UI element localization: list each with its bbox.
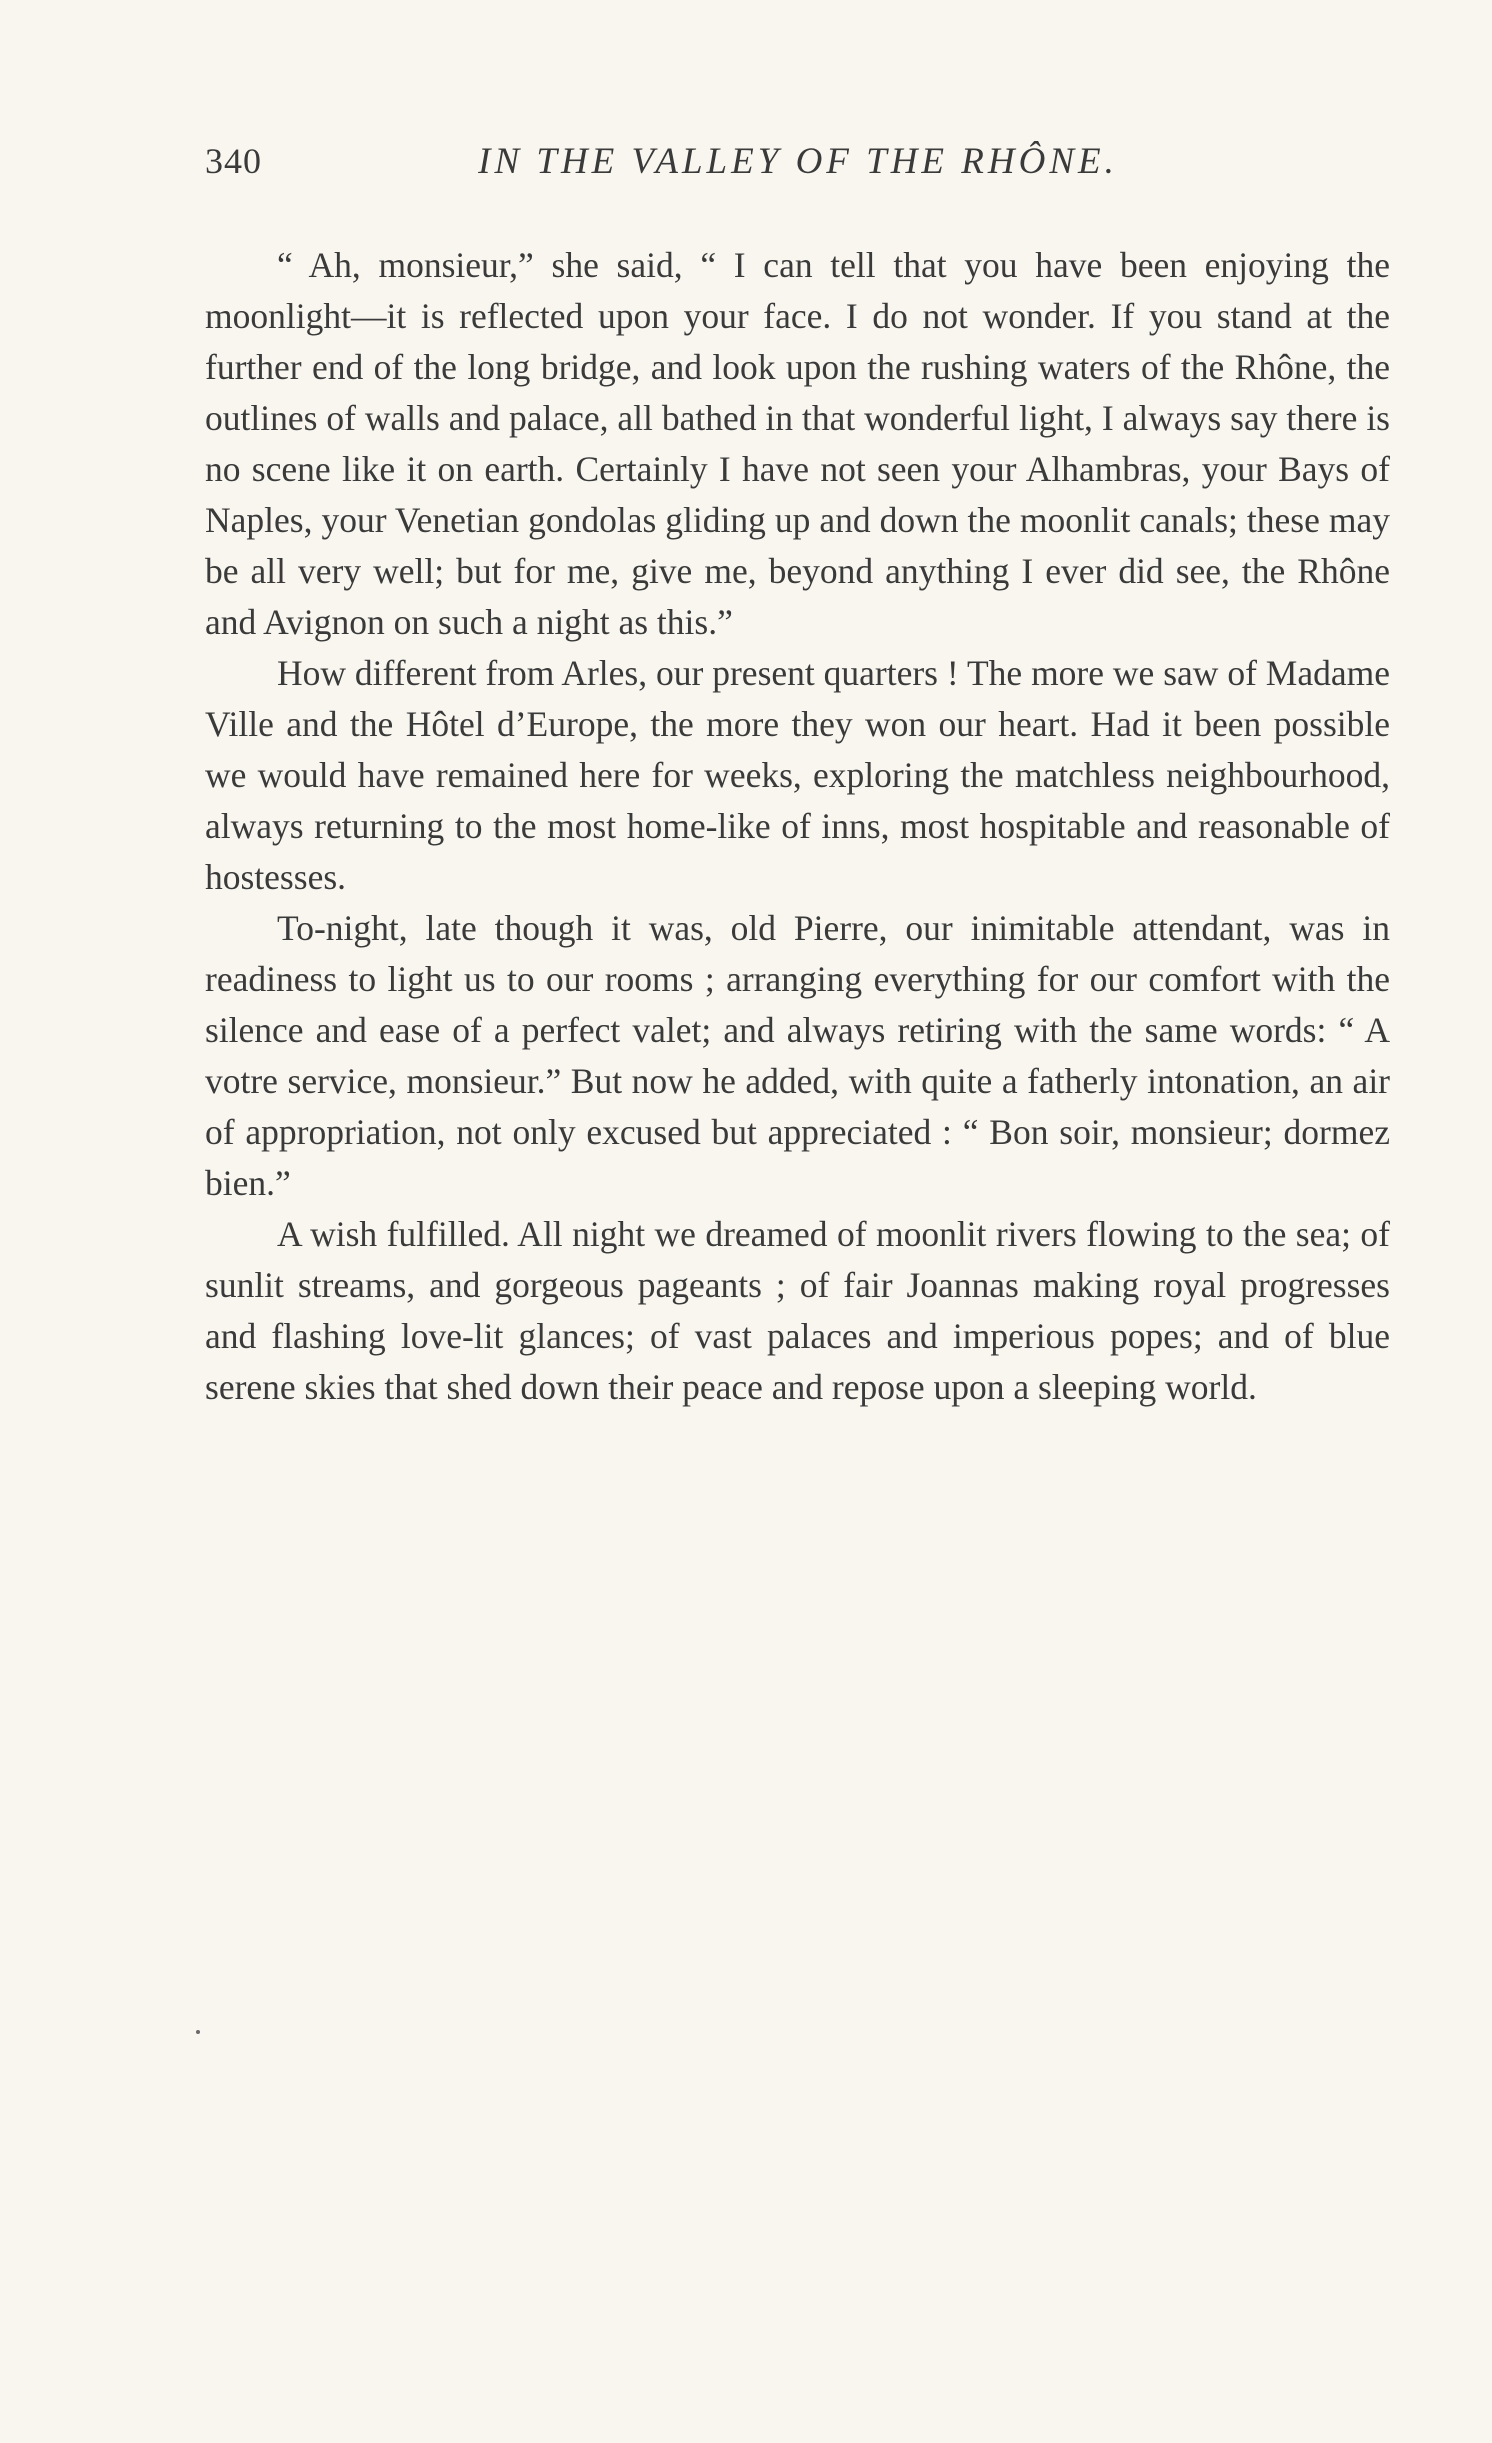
paragraph: “ Ah, monsieur,” she said, “ I can tell that you have been enjoying the moonlight—it is reflected upon your face. I do not wonder. If you stand at the further end of the long bridge, and look upon the rushing waters of the Rhône, the outlines of walls and palace, all bathed in that wonderful light, I always say there is no scene like it on earth. Certainly I have not seen your Alhambras, your Bays of Naples, your Venetian gondolas gliding up and down the moonlit canals; these may be all very well; but for me, give me, beyond anything I ever did see, the Rhône and Avignon on such a night as this.” xyxy=(205,245,1390,642)
page-number: 340 xyxy=(205,141,262,181)
paper-speck xyxy=(196,2030,200,2034)
running-title: IN THE VALLEY OF THE RHÔNE. xyxy=(478,141,1118,182)
paragraph: A wish fulfilled. All night we dreamed of moonlit rivers flowing to the sea; of sunlit streams, and gorgeous pageants ; of fair Joannas making royal progresses and flashing love-lit glances; of vast palaces and imperious popes; and of blue serene skies that shed down their peace and repose upon a sleeping world. xyxy=(205,1214,1390,1407)
paragraph: To-night, late though it was, old Pierre, our inimitable attendant, was in readiness to light us to our rooms ; arranging everything for our comfort with the silence and ease of a perfect valet; and always retiring with the same words: “ A votre service, monsieur.” But now he added, with quite a fatherly intonation, an air of appropriation, not only excused but appreciated : “ Bon soir, monsieur; dormez bien.” xyxy=(205,908,1390,1203)
page-header xyxy=(205,140,1390,200)
paragraph: How different from Arles, our present quarters ! The more we saw of Madame Ville and the Hôtel d’Europe, the more they won our heart. Had it been possible we would have remained here for weeks, exploring the matchless neighbourhood, always returning to the most home-like of inns, most hospitable and reasonable of hostesses. xyxy=(205,653,1390,897)
body-text xyxy=(205,240,1390,1413)
